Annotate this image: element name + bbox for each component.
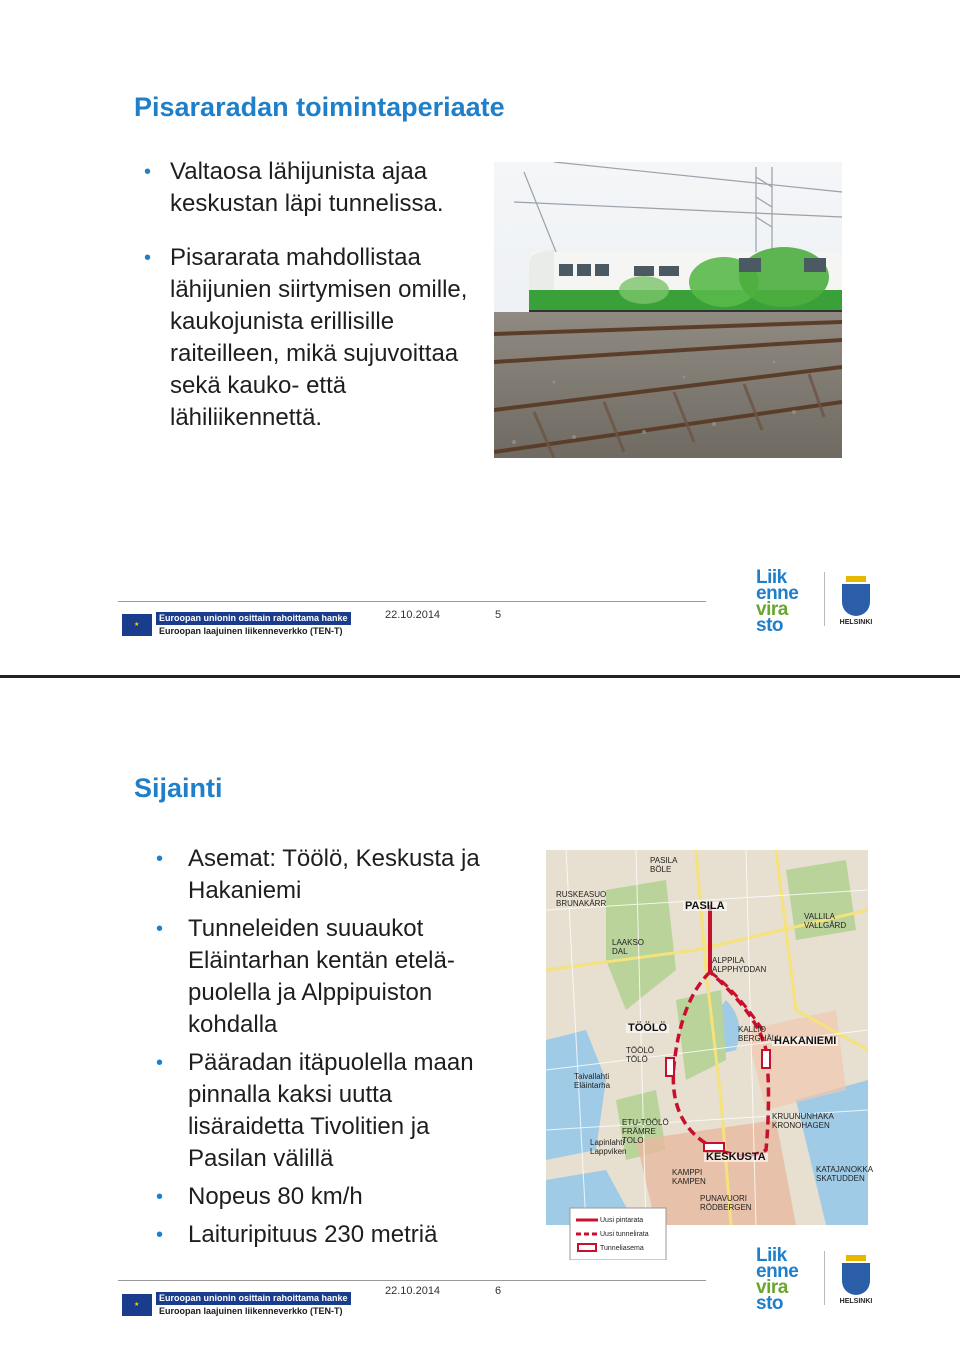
eu-flag-icon: ★: [122, 1294, 152, 1316]
map-label: PUNAVUORI RÖDBERGEN: [700, 1194, 752, 1212]
legend-surface-line: Uusi pintarata: [600, 1217, 644, 1224]
shield-icon: [842, 1263, 870, 1295]
eu-funding-logo: [122, 1292, 351, 1318]
bullet-item: • Tunneleiden suuaukot Eläintarhan kentän etelä-puolella ja Alppipuiston kohdalla: [158, 913, 503, 1041]
map-label: KAMPPI KAMPEN: [672, 1168, 706, 1186]
footer-date: 22.10.2014: [385, 609, 441, 621]
footer-rule: [118, 601, 706, 602]
eu-text-line2: Euroopan laajuinen liikenneverkko (TEN-T): [159, 626, 343, 636]
slide-title: Sijainti: [134, 773, 223, 803]
logo-divider: [824, 1251, 825, 1305]
bullet-item: • Nopeus 80 km/h: [158, 1181, 503, 1213]
map-label-hakaniemi: HAKANIEMI: [774, 1035, 837, 1047]
map-label: KATAJANOKKA SKATUDDEN: [816, 1165, 873, 1183]
bullet-item: • Pääradan itäpuolella maan pinnalla kaksi uutta lisäraidetta Tivolitien ja Pasilan välillä: [158, 1047, 503, 1175]
helsinki-logo: HELSINKI: [834, 576, 878, 626]
crown-icon: [846, 576, 866, 582]
bullet-item: • Asemat: Töölö, Keskusta ja Hakaniemi: [158, 843, 503, 907]
bullet-list: [158, 843, 503, 1257]
route-map: [546, 850, 873, 1260]
footer-page-number: 5: [495, 609, 502, 621]
train: [529, 247, 842, 318]
train-photo: [494, 162, 842, 458]
eu-flag-icon: ★: [122, 614, 152, 636]
bullet-item: • Pisararata mahdollistaa lähijunien siirtymisen omille, kaukojunista erillisille raiteilleen, mikä sujuvoittaa sekä kauko- että lähiliikennettä.: [140, 242, 480, 434]
slide-6: [0, 681, 960, 1358]
bullet-list: [140, 156, 480, 456]
eu-text-line2: Euroopan laajuinen liikenneverkko (TEN-T): [159, 1306, 343, 1316]
map-label: RUSKEASUO BRUNAKÄRR: [556, 890, 607, 908]
slide-5: [0, 0, 960, 678]
map-label-pasila: PASILA: [685, 900, 725, 912]
eu-text-line1: Euroopan unionin osittain rahoittama hanke: [156, 1292, 351, 1305]
map-label-toolo: TÖÖLÖ: [628, 1022, 668, 1034]
footer-page-number: 6: [495, 1285, 502, 1297]
bullet-item: • Laituripituus 230 metriä: [158, 1219, 503, 1251]
logo-divider: [824, 572, 825, 626]
slide-title: Pisararadan toimintaperiaate: [134, 92, 505, 122]
crown-icon: [846, 1255, 866, 1261]
map-label: TÖÖLÖ TÖLÖ: [626, 1046, 655, 1064]
footer-date: 22.10.2014: [385, 1285, 441, 1297]
liikennevirasto-logo: Liik enne vira sto: [756, 1245, 799, 1314]
map-label: PASILA BÖLE: [650, 856, 677, 874]
eu-text-line1: Euroopan unionin osittain rahoittama hanke: [156, 612, 351, 625]
legend-tunnel-line: Uusi tunnelirata: [600, 1231, 649, 1238]
liikennevirasto-logo: Liik enne vira sto: [756, 567, 799, 636]
map-label: LAAKSO DAL: [612, 938, 645, 956]
helsinki-logo: HELSINKI: [834, 1255, 878, 1305]
footer-rule: [118, 1280, 706, 1281]
map-label: Lapinlahti Lappviken: [590, 1138, 627, 1156]
eu-funding-logo: [122, 612, 351, 638]
map-label: Taivallahti Eläintarha: [574, 1072, 611, 1090]
map-label: KRUUNUNHAKA KRONOHAGEN: [772, 1112, 834, 1130]
map-label: KALLIO BERGHÄLL: [738, 1025, 781, 1043]
bullet-item: • Valtaosa lähijunista ajaa keskustan läpi tunnelissa.: [140, 156, 480, 220]
map-label: ALPPILA ALPPHYDDAN: [712, 956, 767, 974]
map-label-keskusta: KESKUSTA: [706, 1151, 766, 1163]
map-label: ETU-TÖÖLÖ FRÄMRE TOLO: [622, 1118, 669, 1145]
legend-tunnel-station: Tunneliasema: [600, 1245, 644, 1252]
shield-icon: [842, 584, 870, 616]
map-label: VALLILA VALLGÅRD: [804, 912, 847, 930]
